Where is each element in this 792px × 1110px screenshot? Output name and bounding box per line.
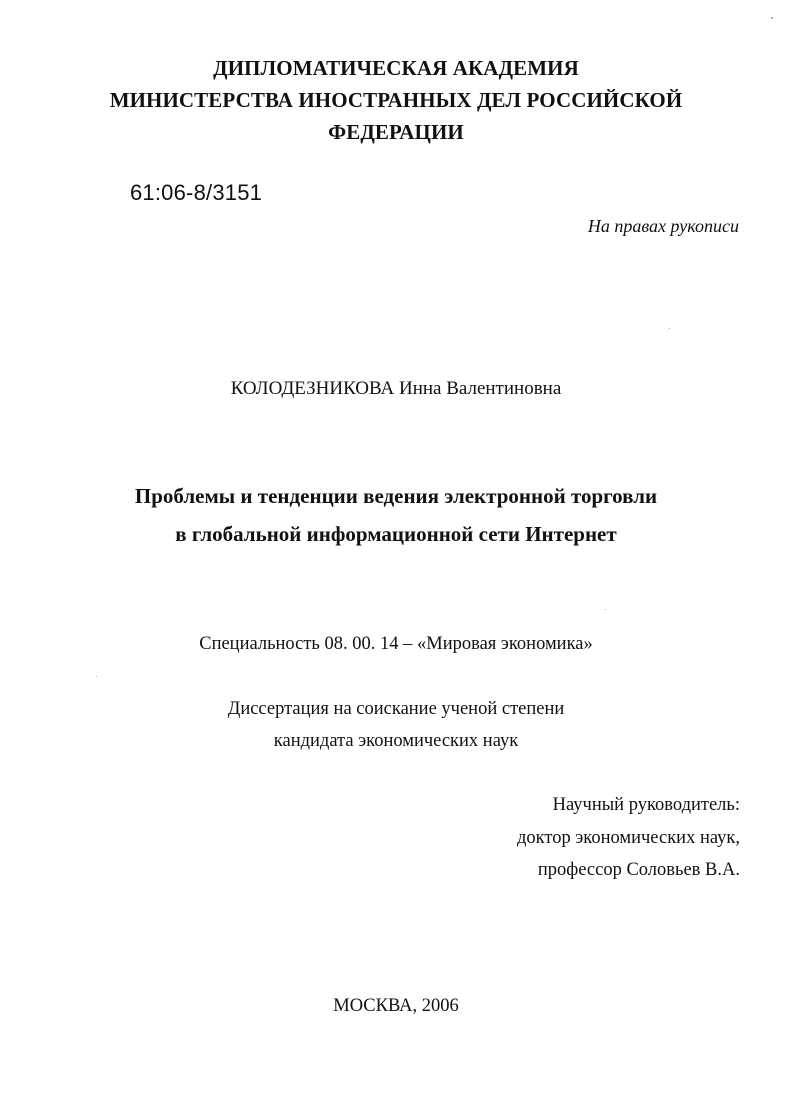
rights-note: На правах рукописи — [587, 216, 739, 236]
supervisor-name: профессор Соловьев В.А. — [537, 860, 740, 880]
dissertation-title-line-2: в глобальной информационной сети Интернет — [175, 522, 617, 546]
city-year: МОСКВА, 2006 — [333, 996, 459, 1016]
scan-speck — [771, 17, 773, 19]
dissertation-title-line-1: Проблемы и тенденции ведения электронной торговли — [134, 484, 658, 508]
scan-speck — [669, 328, 670, 329]
institution-line-2: МИНИСТЕРСТВА ИНОСТРАННЫХ ДЕЛ РОССИЙСКОЙ — [109, 88, 683, 112]
supervisor-label: Научный руководитель: — [552, 795, 740, 815]
institution-line-1: ДИПЛОМАТИЧЕСКАЯ АКАДЕМИЯ — [213, 56, 579, 80]
institution-line-3: ФЕДЕРАЦИИ — [328, 120, 464, 144]
scan-speck — [605, 609, 606, 610]
specialty: Специальность 08. 00. 14 – «Мировая экономика» — [199, 634, 593, 654]
dissertation-degree-line-2: кандидата экономических наук — [273, 731, 519, 751]
scan-speck — [96, 676, 97, 677]
catalog-code-stamp: 61:06-8/3151 — [130, 180, 263, 205]
supervisor-degree: доктор экономических наук, — [516, 828, 740, 848]
author-name: КОЛОДЕЗНИКОВА Инна Валентиновна — [230, 378, 562, 399]
dissertation-degree-line-1: Диссертация на соискание ученой степени — [227, 699, 565, 719]
